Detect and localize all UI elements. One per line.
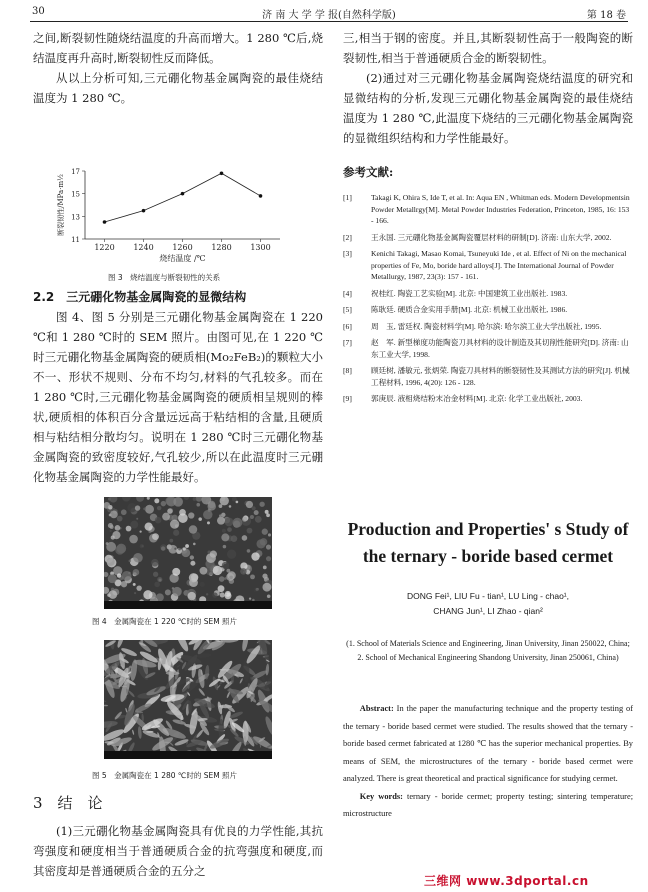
volume-label: 第 18 卷 <box>586 10 626 21</box>
data-point <box>259 194 263 198</box>
data-point <box>103 220 107 224</box>
english-authors <box>343 589 633 619</box>
x-tick-label: 1220 <box>94 243 115 252</box>
reference-item: [5] 陈耿廷. 硬质合金实用手册[M]. 北京: 机械工业出版社, 1986. <box>343 305 568 314</box>
x-tick-label: 1240 <box>133 243 154 252</box>
fracture-toughness-chart <box>55 165 295 265</box>
reference-item: [4] 祝桂红. 陶瓷工艺实验[M]. 北京: 中国建筑工业出版社. 1983. <box>343 288 568 298</box>
figure-3-caption: 图 3 烧结温度与断裂韧性的关系 <box>108 273 221 282</box>
reference-item: [7] 赵 军. 新型梯度功能陶瓷刀具材料的设计制造及其切削性能研究[D]. 济南: 山东工业大学, 1998. <box>343 338 629 359</box>
reference-item: [2] 王永国. 三元硼化物基金属陶瓷覆层材料的研制[D]. 济南: 山东大学, 2002. <box>343 232 612 242</box>
sem-image-1280 <box>104 640 272 759</box>
data-point <box>142 209 146 213</box>
english-title: Production and Properties' s Study of the ternary - boride based cermet <box>347 519 629 566</box>
reference-item: [6] 周 玉, 雷廷权. 陶瓷材料学[M]. 哈尔滨: 哈尔滨工业大学出版社, 1995. <box>343 321 602 331</box>
reference-item: [3] Kenichi Takagi, Masao Komai, Tsuneyuki Ide , et al. Effect of Ni on the mechanical properties of Fe, Mo, boride hard alloys[J]. The International Journal of Powder Metallurgy, 1987, 23(3): 157 - 161. <box>343 249 627 281</box>
running-header <box>30 4 628 20</box>
section-3-heading: 3 结 论 <box>33 794 103 812</box>
right-paragraph-1: 三,相当于钢的密度。并且,其断裂韧性高于一般陶瓷的断裂韧性,相当于普通硬质合金的断裂韧性。 <box>343 31 633 65</box>
watermark: 三维网 www.3dportal.cn <box>424 874 589 888</box>
header-rule <box>30 21 628 22</box>
authors-line-2: CHANG Jun¹, LI Zhao - qian² <box>433 606 543 616</box>
right-paragraph-2: (2)通过对三元硼化物基金属陶瓷烧结温度的研究和显微结构的分析,发现三元硼化物基金属陶瓷的最佳烧结温度为 1 280 ℃,此温度下烧结的三元硼化物基金属陶瓷的显微组织结构和力学性能最好。 <box>343 71 633 145</box>
x-tick-label: 1260 <box>172 243 193 252</box>
page-number: 30 <box>32 6 45 17</box>
x-tick-label: 1300 <box>250 243 271 252</box>
english-affiliation: (1. School of Materials Science and Engineering, Jinan University, Jinan 250022, China; 2. School of Mechanical Engineering Shandong University, Jinan 250061, China) <box>346 639 630 662</box>
reference-list <box>343 192 633 405</box>
reference-item: [9] 郭庚辰. 液相烧结粉末冶金材料[M]. 北京: 化学工业出版社, 2003. <box>343 394 583 403</box>
y-axis-label: 断裂韧性/MPa·m½ <box>57 174 65 236</box>
figure-5-caption: 图 5 金属陶瓷在 1 280 ℃时的 SEM 照片 <box>92 771 238 780</box>
left-column-top <box>33 28 323 108</box>
left-paragraph-2: 从以上分析可知,三元硼化物基金属陶瓷的最佳烧结温度为 1 280 ℃。 <box>33 71 323 105</box>
left-paragraph-4: (1)三元硼化物基金属陶瓷具有优良的力学性能,其抗弯强度和硬度相当于普通硬质合金的抗弯强度和硬度,而其密度却是普通硬质合金的五分之 <box>33 824 323 878</box>
left-column-bottom <box>33 821 323 881</box>
authors-line-1: DONG Fei¹, LIU Fu - tian¹, LU Ling - chao¹, <box>406 591 570 601</box>
left-column-mid <box>33 307 323 487</box>
keywords-label: Key words: <box>359 791 403 801</box>
y-tick-label: 13 <box>71 213 80 222</box>
figure-4-caption: 图 4 金属陶瓷在 1 220 ℃时的 SEM 照片 <box>92 617 238 626</box>
reference-item: [1] Takagi K, Ohira S, Ide T, et al. In: Aqua EN , Whitman eds. Modern Developmentsin Powder Metallrgy[M]. Metal Powder Industries Federation, Princeton, 1985, 16: 153 - 166. <box>343 193 630 225</box>
keywords-text: ternary - boride cermet; property testing; sintering temperature; microstructure <box>343 791 634 818</box>
references-heading: 参考文献: <box>343 165 394 179</box>
data-point <box>220 171 224 175</box>
english-abstract <box>343 700 633 823</box>
data-point <box>181 192 185 196</box>
section-2-2-heading: 2.2 三元硼化物基金属陶瓷的显微结构 <box>33 290 247 304</box>
journal-name: 济 南 大 学 学 报(自然科学版) <box>262 10 396 21</box>
right-column-top <box>343 28 633 410</box>
sem-image-1220 <box>104 497 272 609</box>
reference-item: [8] 顾廷树, 潘敏元, 张炳荣. 陶瓷刀具材料的断裂韧性及其测试方法的研究[J]. 机械工程材料, 1996, 4(20): 126 - 128. <box>343 366 630 387</box>
abstract-label: Abstract: <box>359 704 394 713</box>
y-tick-label: 11 <box>71 236 80 244</box>
series-line <box>105 173 261 222</box>
y-tick-label: 17 <box>71 168 80 176</box>
left-paragraph-3: 图 4、图 5 分别是三元硼化物基金属陶瓷在 1 220 ℃和 1 280 ℃时的 SEM 照片。由图可见,在 1 220 ℃时三元硼化物基金属陶瓷的硬质相(Mo₂FeB₂)的颗粒大小不一、形状不规则、分布不均匀,材料的气孔较多。而在 1 280 ℃时,三元硼化物基金属陶瓷的硬质相呈规则的棒状,硬质相的体积百分含量远远高于粘结相的含量,且硬质相与粘结相分散均匀。说明在 1 280 ℃时三元硼化物基金属陶瓷的致密度较好,气孔较少,所以在此温度时三元硼化物基金属陶瓷的力学性能最好。 <box>33 310 323 484</box>
y-tick-label: 15 <box>71 190 80 199</box>
x-tick-label: 1280 <box>211 243 232 252</box>
left-paragraph-1: 之间,断裂韧性随烧结温度的升高而增大。1 280 ℃后,烧结温度再升高时,断裂韧性反而降低。 <box>33 31 323 65</box>
x-axis-label: 烧结温度 /℃ <box>159 254 206 263</box>
abstract-text: In the paper the manufacturing technique and the property testing of the ternary - boride based cermet were studied. The results showed that the ternary - boride based cermet fabricated at 1280 ℃ has the superior mechanical properties. By means of SEM, the microstructures of the ternary - boride based cermet were analyzed. There is great theoretical and practical significance for studying cermet. <box>343 704 633 783</box>
